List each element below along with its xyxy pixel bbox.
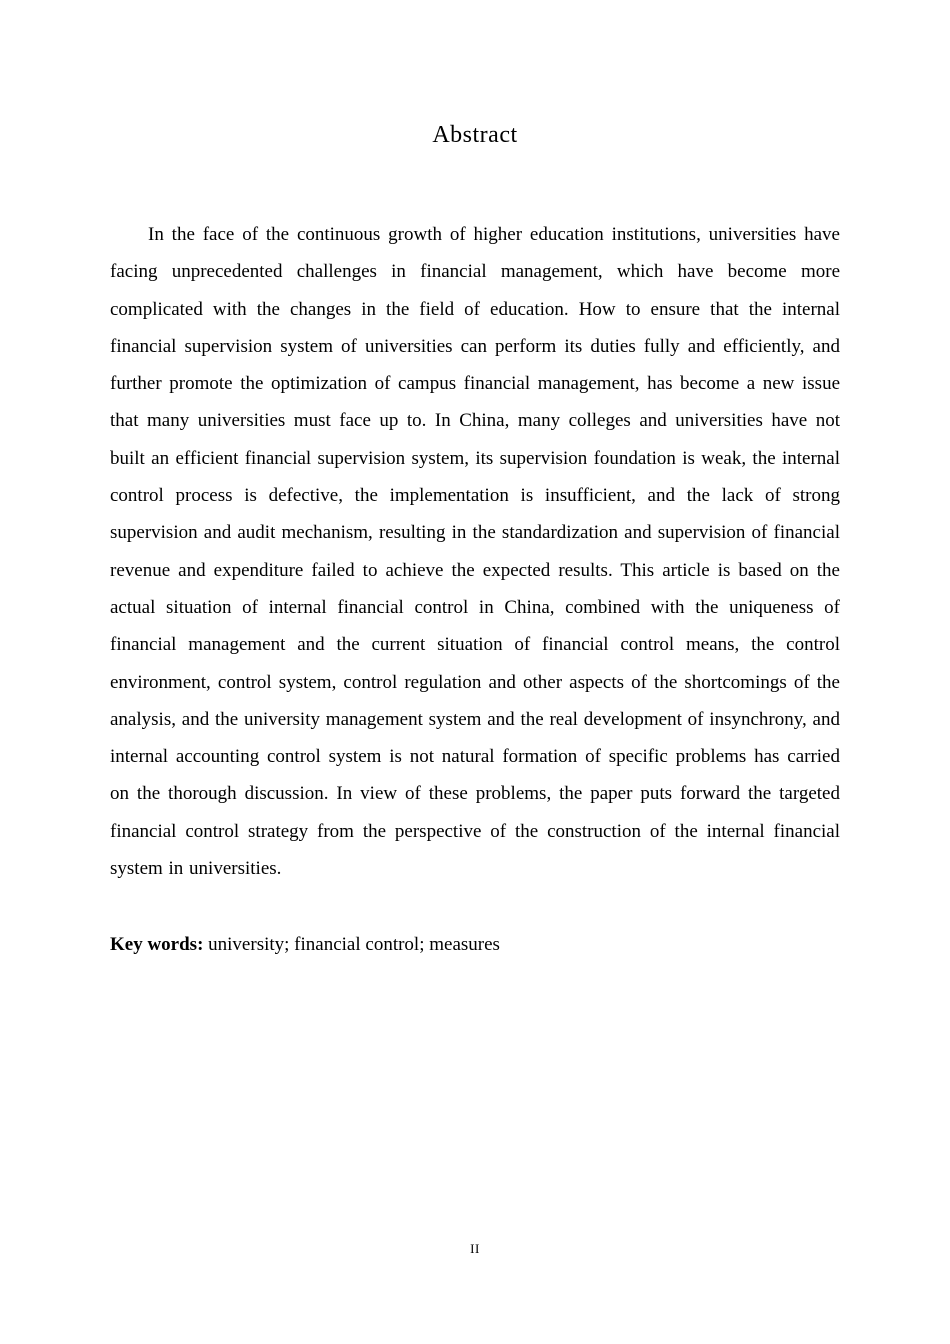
page-number: II bbox=[470, 1241, 480, 1256]
keywords-text: university; financial control; measures bbox=[203, 934, 500, 956]
abstract-body-paragraph: In the face of the continuous growth of higher education institutions, universities have facing unprecedented challenges in financial management, which have become more complicated with the changes in the field of education. How to ensure that the internal financial supervision system of universities can perform its duties fully and efficiently, and further promote the optimization of campus financial management, has become a new issue that many universities must face up to. In China, many colleges and universities have not built an efficient financial supervision system, its supervision foundation is weak, the internal control process is defective, the implementation is insufficient, and the lack of strong supervision and audit mechanism, resulting in the standardization and supervision of financial revenue and expenditure failed to achieve the expected results. This article is based on the actual situation of internal financial control in China, combined with the uniqueness of financial management and the current situation of financial control means, the control environment, control system, control regulation and other aspects of the shortcomings of the analysis, and the university management system and the real development of insynchrony, and internal accounting control system is not natural formation of specific problems has carried on the thorough discussion. In view of these problems, the paper puts forward the targeted financial control strategy from the perspective of the construction of the internal financial system in universities. bbox=[110, 224, 840, 880]
abstract-title: Abstract bbox=[432, 122, 518, 148]
keywords-label: Key words: bbox=[110, 934, 204, 956]
keywords-line bbox=[110, 926, 840, 963]
